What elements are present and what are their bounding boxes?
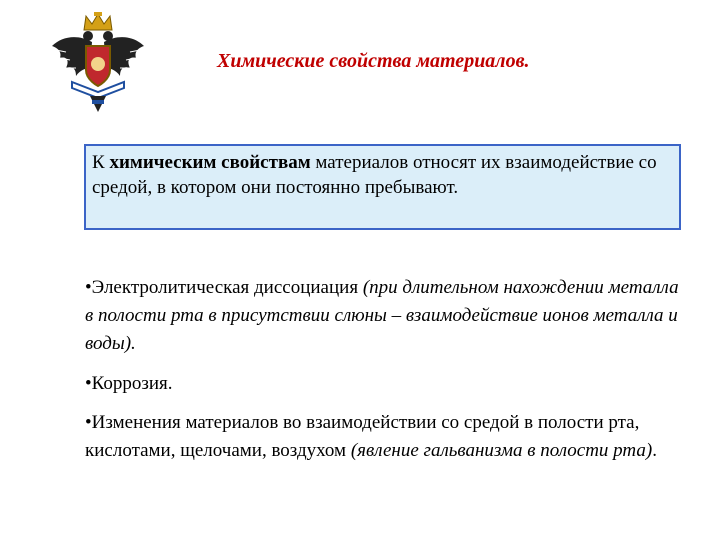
bullet-marker: • (85, 373, 92, 394)
list-item (85, 409, 685, 465)
definition-text: материалов относят их взаимодействие со средой, в котором они постоянно пребывают. (92, 152, 657, 198)
bullet-marker: • (85, 277, 92, 298)
definition-term: химическим свойствам (109, 152, 311, 173)
definition-box (84, 144, 681, 230)
list-item (85, 274, 685, 358)
bullet-text: Изменения материалов во взаимодействии со средой в полости рта, кислотами, щелочами, воздухом (85, 412, 640, 461)
bullet-italic-text: (при длительном нахождении металла в полости рта в присутствии слюны – взаимодействие ионов металла и воды). (85, 277, 679, 354)
list-item (85, 370, 685, 398)
bullet-text: Электролитическая диссоциация (91, 277, 363, 298)
bullet-text: Коррозия. (91, 373, 173, 394)
bullet-marker: • (85, 412, 92, 433)
coat-of-arms-emblem-icon (48, 12, 148, 114)
bullet-text-end: . (652, 440, 657, 461)
page-title: Химические свойства материалов. (217, 50, 530, 72)
bullet-list (85, 274, 685, 479)
definition-prefix: К (92, 152, 110, 173)
bullet-italic-text: (явление гальванизма в полости рта) (350, 440, 653, 461)
